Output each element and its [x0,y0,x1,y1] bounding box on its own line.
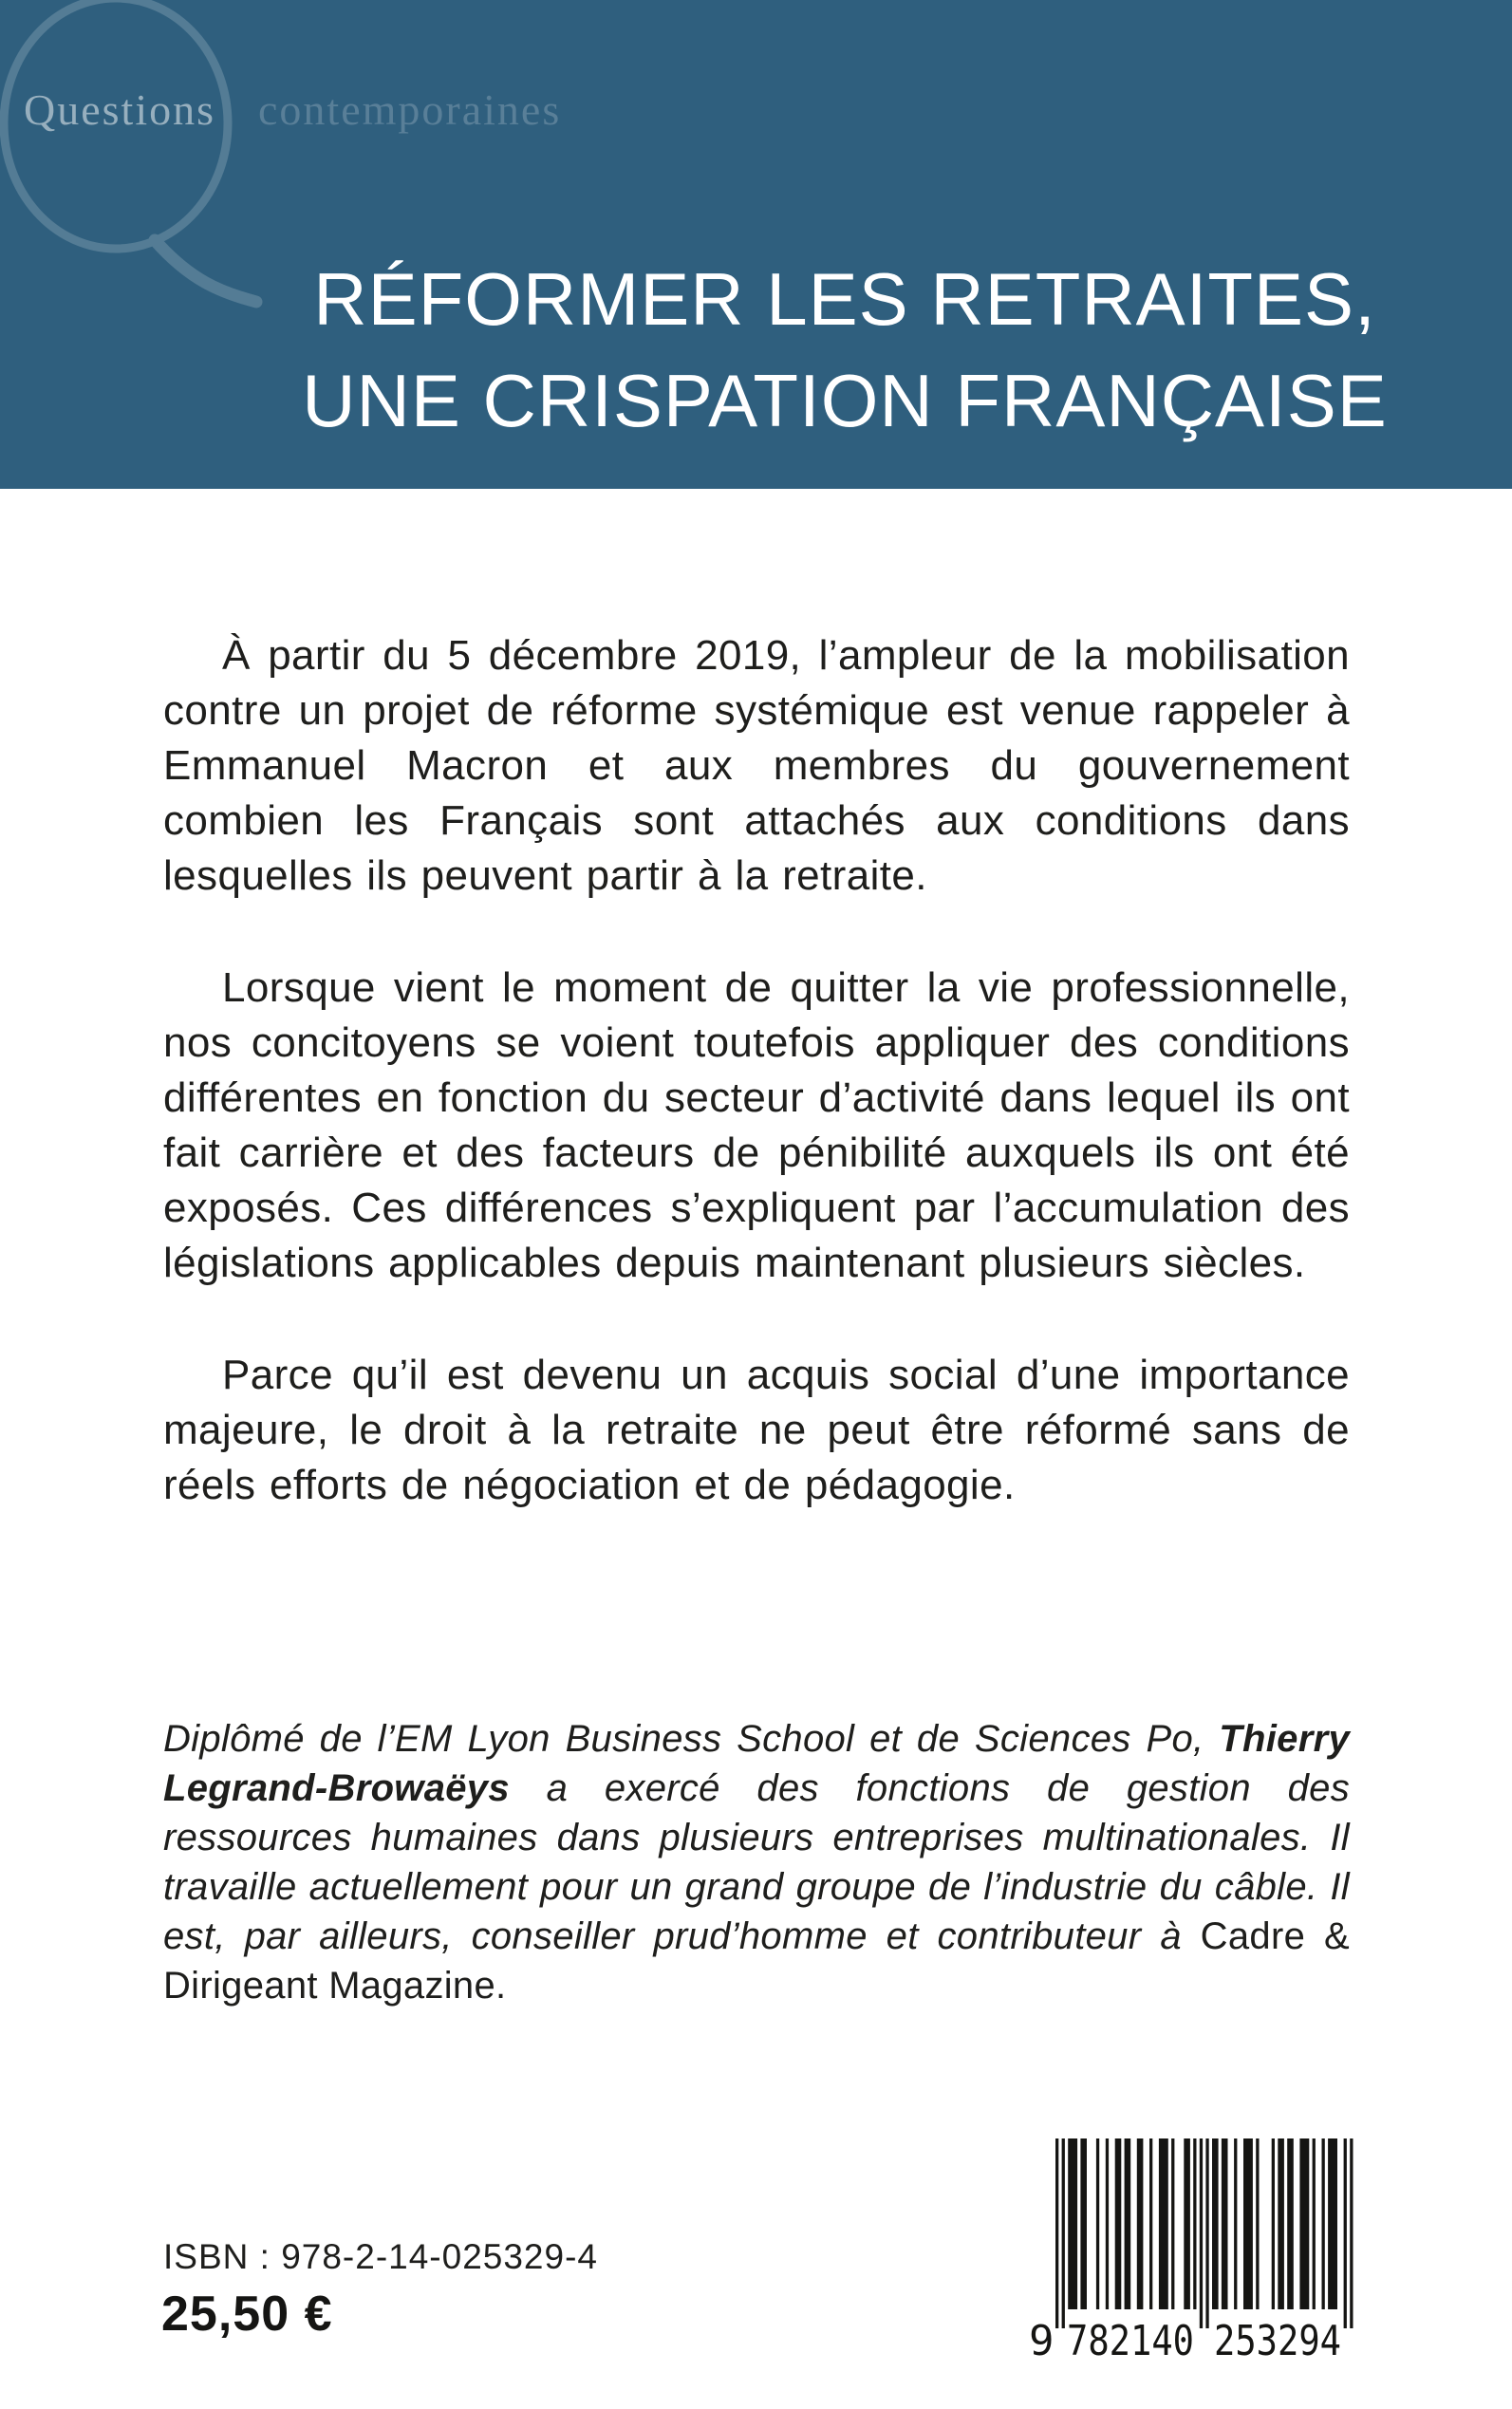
book-title-line-1: RÉFORMER LES RETRAITES, [313,257,1376,341]
bio-text-3: . [495,1965,507,2007]
author-bio [163,1714,1350,2010]
svg-text:782140: 782140 [1067,2317,1194,2359]
book-title [152,249,1512,452]
collection-band [0,0,1512,489]
bio-text-2: a exercé des fonctions de gestion des ressources humaines dans plusieurs entreprises multinationales. Il travaille actuellement pour un grand groupe de l’industrie du câble. Il est, par ailleurs, conseiller prud’homme et contributeur à [163,1767,1350,1957]
synopsis-paragraph-1: À partir du 5 décembre 2019, l’ampleur de la mobilisation contre un projet de réforme systémique est venue rappeler à Emmanuel Macron et aux membres du gouvernement combien les Français sont attachés aux conditions dans lesquelles ils peuvent partir à la retraite. [163,632,1350,899]
ean13-barcode [1027,2138,1359,2359]
synopsis-paragraph-2: Lorsque vient le moment de quitter la vie professionnelle, nos concitoyens se voient toutefois appliquer des conditions différentes en fonction du secteur d’activité dans lequel ils ont fait carrière et des facteurs de pénibilité auxquels ils ont été exposés. Ces différences s’expliquent par l’accumulation des législations applicables depuis maintenant plusieurs siècles. [163,964,1350,1286]
bio-text-1: Diplômé de l’EM Lyon Business School et de Sciences Po, [163,1718,1220,1760]
collection-name-questions: Questions [24,85,215,134]
isbn-label: ISBN : 978-2-14-025329-4 [163,2237,598,2276]
synopsis-paragraph-3: Parce qu’il est devenu un acquis social d’une importance majeure, le droit à la retraite ne peut être réformé sans de réels efforts de négociation et de pédagogie. [163,1352,1350,1508]
author-name: Thierry Legrand-Browaëys [163,1718,1350,1809]
svg-text:253294: 253294 [1214,2317,1341,2359]
collection-name-contemporaines: contemporaines [258,85,562,134]
magazine-name: Cadre & Dirigeant Magazine [163,1915,1350,2007]
svg-text:9: 9 [1029,2317,1055,2359]
book-title-line-2: UNE CRISPATION FRANÇAISE [302,359,1388,442]
price-label: 25,50 € [161,2287,333,2342]
